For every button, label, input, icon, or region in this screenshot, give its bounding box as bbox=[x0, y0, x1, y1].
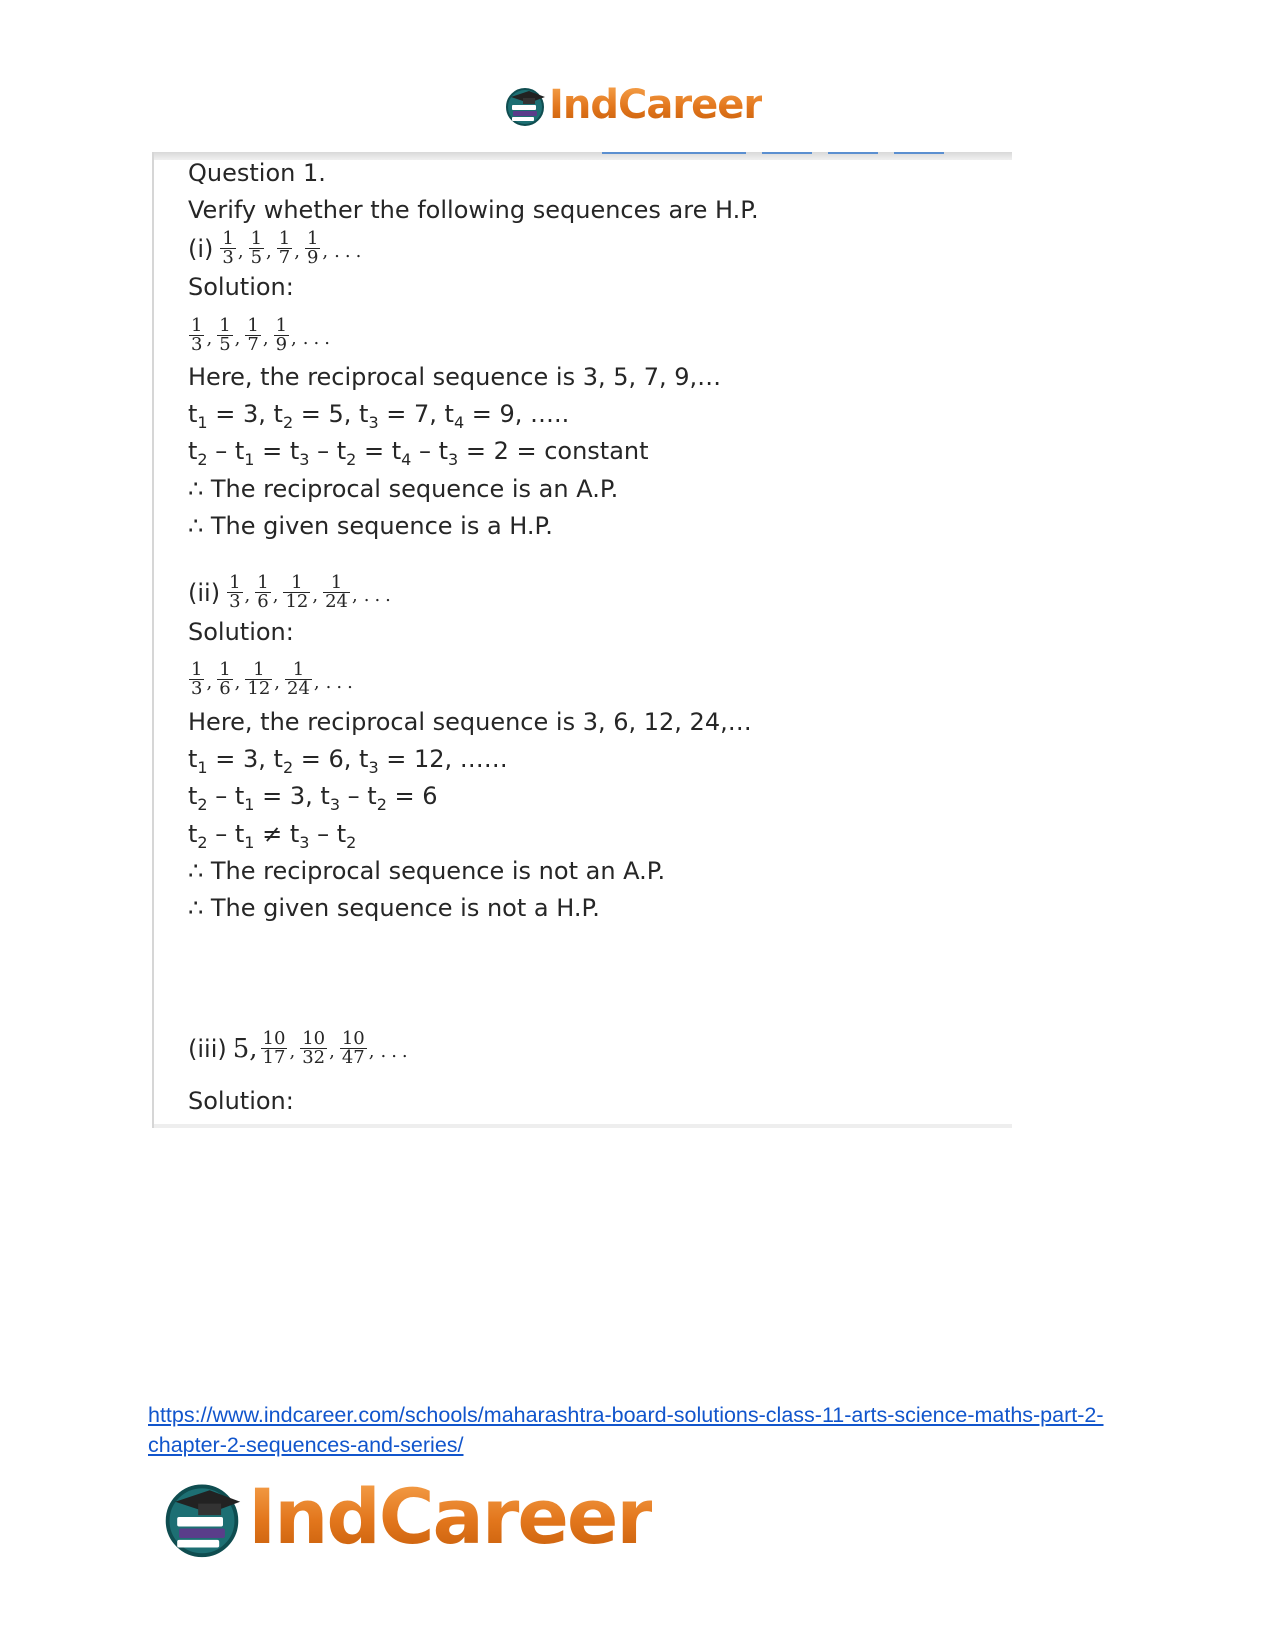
term-text: = 3, bbox=[254, 782, 321, 810]
term-subscript: 2 bbox=[376, 795, 387, 814]
term-subscript: 3 bbox=[299, 833, 310, 852]
fraction-denominator: 5 bbox=[250, 247, 263, 268]
term-subscript: 2 bbox=[197, 795, 208, 814]
ellipsis: ... bbox=[325, 672, 358, 693]
question-title: Question 1. bbox=[188, 159, 326, 187]
fraction-denominator: 32 bbox=[302, 1047, 326, 1068]
term-text: ≠ bbox=[254, 820, 290, 848]
indcareer-logo-bottom bbox=[160, 1472, 652, 1562]
fraction bbox=[245, 317, 260, 354]
fraction-numerator: 1 bbox=[222, 228, 234, 249]
fraction-numerator: 1 bbox=[219, 315, 231, 336]
fraction bbox=[220, 230, 235, 267]
part-label: (ii) bbox=[188, 578, 221, 607]
term-subscript: 1 bbox=[244, 795, 255, 814]
term-text: = 2 = constant bbox=[458, 437, 649, 465]
part-ii-sequence bbox=[188, 574, 396, 611]
separator: , bbox=[266, 241, 272, 262]
fraction bbox=[217, 317, 232, 354]
term-symbol: t bbox=[234, 437, 245, 465]
sequence bbox=[188, 574, 396, 611]
fraction-denominator: 47 bbox=[341, 1047, 365, 1068]
question-screenshot bbox=[152, 152, 1012, 1128]
ellipsis: ... bbox=[302, 328, 335, 349]
term-text: – bbox=[309, 437, 337, 465]
fraction-numerator: 1 bbox=[291, 572, 303, 593]
graduation-cap-globe-icon bbox=[503, 83, 547, 127]
fraction-numerator: 1 bbox=[250, 228, 263, 249]
term-text: = bbox=[254, 437, 290, 465]
sequence bbox=[188, 1030, 413, 1067]
separator: , bbox=[313, 672, 320, 693]
fraction bbox=[227, 574, 242, 611]
solution-line bbox=[188, 819, 356, 858]
solution-line bbox=[188, 399, 569, 438]
solution-line: Here, the reciprocal sequence is 3, 5, 7, 9,… bbox=[188, 363, 722, 391]
solution-sequence bbox=[188, 308, 335, 354]
term-text: = 7, bbox=[378, 400, 445, 428]
fraction-numerator: 10 bbox=[262, 1028, 286, 1049]
term-symbol: t bbox=[359, 745, 369, 773]
fraction-numerator: 1 bbox=[306, 228, 319, 249]
term-subscript: 1 bbox=[197, 413, 208, 432]
fraction-denominator: 24 bbox=[325, 591, 348, 612]
fraction bbox=[323, 574, 350, 611]
fraction-denominator: 12 bbox=[285, 591, 309, 612]
term-subscript: 3 bbox=[329, 795, 340, 814]
fraction bbox=[283, 574, 310, 611]
separator: , bbox=[262, 328, 269, 349]
term-text: = 3, bbox=[207, 745, 274, 773]
solution-line: ∴ The given sequence is not a H.P. bbox=[188, 894, 600, 922]
fraction-denominator: 3 bbox=[229, 591, 241, 612]
term-text: = bbox=[356, 437, 392, 465]
fraction-numerator: 1 bbox=[330, 572, 343, 593]
fraction bbox=[277, 230, 292, 267]
term-subscript: 1 bbox=[197, 758, 208, 777]
term-subscript: 3 bbox=[448, 450, 459, 469]
term-text: = 6 bbox=[386, 782, 438, 810]
separator: , bbox=[312, 585, 319, 606]
term-subscript: 4 bbox=[401, 450, 412, 469]
solution-line bbox=[188, 744, 508, 783]
fraction bbox=[189, 661, 204, 698]
separator: , bbox=[291, 328, 297, 349]
term-text: – bbox=[207, 820, 235, 848]
term-symbol: t bbox=[391, 437, 402, 465]
term-text: = 6, bbox=[293, 745, 360, 773]
fraction bbox=[300, 1030, 327, 1067]
fraction bbox=[217, 661, 232, 698]
term-symbol: t bbox=[188, 437, 198, 465]
separator: , bbox=[351, 585, 358, 606]
tab-underline bbox=[602, 152, 746, 154]
solution-line: ∴ The given sequence is a H.P. bbox=[188, 512, 553, 540]
term-symbol: t bbox=[188, 400, 198, 428]
separator: , bbox=[206, 328, 213, 349]
tab-underline bbox=[828, 152, 878, 154]
question-prompt: Verify whether the following sequences are H.P. bbox=[188, 196, 759, 224]
solution-line: ∴ The reciprocal sequence is an A.P. bbox=[188, 475, 619, 503]
separator: , bbox=[237, 241, 244, 262]
separator: , bbox=[234, 328, 241, 349]
sequence bbox=[188, 661, 358, 698]
term-subscript: 2 bbox=[346, 833, 357, 852]
term-symbol: t bbox=[359, 400, 369, 428]
separator: , bbox=[289, 1041, 296, 1062]
solution-sequence bbox=[188, 652, 358, 698]
separator: , bbox=[294, 241, 300, 262]
fraction-numerator: 10 bbox=[302, 1028, 326, 1049]
term-symbol: t bbox=[336, 820, 347, 848]
fraction-numerator: 1 bbox=[278, 228, 291, 249]
fraction-numerator: 1 bbox=[253, 659, 265, 680]
source-url-link[interactable]: https://www.indcareer.com/schools/maharashtra-board-solutions-class-11-arts-science-maths-part-2-chapter-2-sequences-and-series/ bbox=[148, 1403, 1104, 1457]
fraction-denominator: 3 bbox=[191, 334, 203, 355]
term-symbol: t bbox=[188, 820, 198, 848]
sequence bbox=[188, 230, 366, 267]
logo-wordmark: IndCareer bbox=[248, 1472, 652, 1561]
fraction-numerator: 1 bbox=[292, 659, 305, 680]
solution-line bbox=[188, 436, 649, 475]
term-subscript: 2 bbox=[197, 450, 208, 469]
separator: , bbox=[329, 1041, 335, 1062]
term-subscript: 1 bbox=[244, 833, 255, 852]
term-subscript: 1 bbox=[244, 450, 255, 469]
logo-wordmark: IndCareer bbox=[549, 82, 763, 128]
term-symbol: t bbox=[289, 437, 300, 465]
term-subscript: 2 bbox=[282, 413, 294, 432]
fraction-denominator: 3 bbox=[191, 678, 203, 699]
term-symbol: t bbox=[320, 782, 330, 810]
term-symbol: t bbox=[273, 400, 283, 428]
term-text: = 3, bbox=[207, 400, 274, 428]
term-text: = 5, bbox=[293, 400, 360, 428]
fraction-denominator: 9 bbox=[275, 334, 288, 355]
fraction bbox=[305, 230, 320, 267]
tab-underline bbox=[762, 152, 812, 154]
fraction-denominator: 6 bbox=[257, 591, 269, 612]
fraction-numerator: 1 bbox=[229, 572, 241, 593]
solution-line: Here, the reciprocal sequence is 3, 6, 12, 24,… bbox=[188, 708, 752, 736]
term-subscript: 3 bbox=[368, 413, 379, 432]
fraction bbox=[274, 317, 289, 354]
term-symbol: t bbox=[289, 820, 300, 848]
term-text: – bbox=[411, 437, 439, 465]
fraction bbox=[340, 1030, 367, 1067]
fraction-numerator: 1 bbox=[247, 315, 259, 336]
separator: , bbox=[244, 585, 251, 606]
sequence bbox=[188, 317, 335, 354]
fraction bbox=[255, 574, 270, 611]
separator: , bbox=[368, 1041, 375, 1062]
term-symbol: t bbox=[273, 745, 283, 773]
solution-line bbox=[188, 781, 438, 820]
separator: , bbox=[322, 241, 329, 262]
term-subscript: 3 bbox=[299, 450, 310, 469]
term-subscript: 4 bbox=[453, 413, 465, 432]
part-label: (iii) bbox=[188, 1034, 227, 1063]
solution-label: Solution: bbox=[188, 618, 294, 646]
fraction bbox=[261, 1030, 288, 1067]
fraction-numerator: 1 bbox=[219, 659, 231, 680]
fraction-numerator: 10 bbox=[341, 1028, 365, 1049]
fraction-numerator: 1 bbox=[257, 572, 269, 593]
fraction bbox=[189, 317, 204, 354]
tab-underline bbox=[894, 152, 944, 154]
separator: , bbox=[274, 672, 281, 693]
term-symbol: t bbox=[234, 820, 245, 848]
solution-line: ∴ The reciprocal sequence is not an A.P. bbox=[188, 857, 666, 885]
term-subscript: 2 bbox=[282, 758, 294, 777]
ellipsis: ... bbox=[363, 585, 396, 606]
fraction-denominator: 12 bbox=[247, 678, 271, 699]
term-symbol: t bbox=[438, 437, 449, 465]
term-symbol: t bbox=[444, 400, 454, 428]
separator: , bbox=[206, 672, 213, 693]
part-label: (i) bbox=[188, 234, 214, 263]
separator: , bbox=[272, 585, 279, 606]
indcareer-logo-top bbox=[503, 80, 762, 130]
term-symbol: t bbox=[367, 782, 377, 810]
fraction-numerator: 1 bbox=[275, 315, 288, 336]
term-symbol: t bbox=[234, 782, 245, 810]
solution-label: Solution: bbox=[188, 273, 294, 301]
fraction bbox=[249, 230, 264, 267]
fraction-denominator: 7 bbox=[247, 334, 259, 355]
fraction-denominator: 3 bbox=[222, 247, 234, 268]
solution-label-cropped: Solution: bbox=[188, 1087, 294, 1115]
term-text: – bbox=[207, 437, 235, 465]
fraction-denominator: 24 bbox=[287, 678, 310, 699]
fraction-numerator: 1 bbox=[191, 315, 203, 336]
part-iii-sequence bbox=[188, 1030, 413, 1067]
fraction-denominator: 9 bbox=[306, 247, 319, 268]
fraction-numerator: 1 bbox=[191, 659, 203, 680]
fraction bbox=[245, 661, 272, 698]
ellipsis: ... bbox=[334, 241, 367, 262]
panel-bottom-edge bbox=[154, 1124, 1012, 1128]
term-subscript: 3 bbox=[368, 758, 379, 777]
term-text: – bbox=[207, 782, 235, 810]
term-text: – bbox=[340, 782, 368, 810]
term-symbol: t bbox=[336, 437, 347, 465]
term-text: – bbox=[309, 820, 337, 848]
fraction-denominator: 5 bbox=[219, 334, 231, 355]
graduation-cap-globe-icon bbox=[160, 1475, 244, 1559]
ellipsis: ... bbox=[380, 1041, 413, 1062]
fraction bbox=[285, 661, 312, 698]
term-subscript: 2 bbox=[197, 833, 208, 852]
term-subscript: 2 bbox=[346, 450, 357, 469]
fraction-denominator: 17 bbox=[262, 1047, 286, 1068]
fraction-denominator: 6 bbox=[219, 678, 231, 699]
part-i-sequence bbox=[188, 230, 366, 267]
term-text: = 9, ….. bbox=[464, 400, 570, 428]
lead-term: 5, bbox=[232, 1033, 258, 1064]
term-text: = 12, …… bbox=[378, 745, 508, 773]
term-symbol: t bbox=[188, 782, 198, 810]
separator: , bbox=[234, 672, 241, 693]
fraction-denominator: 7 bbox=[278, 247, 291, 268]
term-symbol: t bbox=[188, 745, 198, 773]
